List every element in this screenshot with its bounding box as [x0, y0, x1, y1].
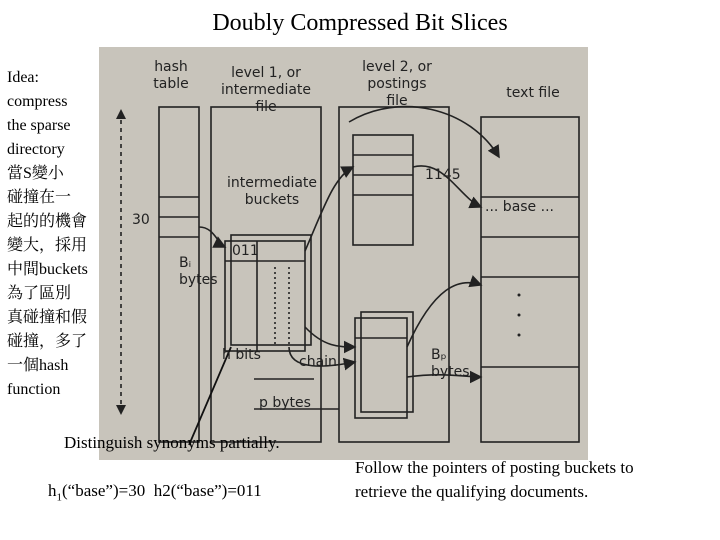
idea-line: 起的的機會: [7, 213, 88, 230]
label-h-bits: h bits: [222, 347, 261, 363]
idea-line: 變大，採用: [7, 237, 88, 254]
label-p-bytes: p bytes: [259, 395, 311, 411]
idea-line: the sparse: [7, 117, 71, 134]
bi-bytes-label: Bᵢ bytes: [179, 255, 218, 288]
label-intermediate-buckets: [217, 175, 327, 209]
intermediate-buckets-label: intermediate buckets: [226, 175, 318, 208]
idea-line: 碰撞，多了: [7, 333, 88, 350]
formula-h1-prefix: h: [48, 481, 57, 500]
label-level2: [347, 59, 447, 110]
label-bits-011: 011: [232, 243, 259, 259]
hash-formula: [48, 481, 262, 503]
idea-line: 一個hash: [7, 357, 69, 374]
label-hash-table: [151, 59, 191, 93]
slide-title: Doubly Compressed Bit Slices: [212, 10, 508, 36]
idea-line: 為了區別: [7, 285, 72, 302]
formula-h2: h2(“base”)=011: [153, 481, 262, 500]
idea-line: 當S變小: [7, 165, 64, 182]
posting-bucket-top: [353, 135, 413, 245]
idea-line: 碰撞在一: [7, 189, 72, 206]
follow-pointers-text: Follow the pointers of posting buckets to retrieve the qualifying documents.: [355, 458, 634, 501]
idea-line: function: [7, 381, 61, 398]
hash-table-label: hash table: [153, 59, 189, 92]
idea-text: [7, 66, 107, 402]
label-chain: chain: [299, 354, 337, 370]
scanned-diagram: [99, 47, 588, 460]
label-1145: 1145: [425, 167, 461, 183]
label-base-entry: ... base ...: [485, 199, 554, 215]
label-bp-bytes: [431, 347, 470, 381]
idea-line: 中間buckets: [7, 261, 88, 278]
bp-bytes-label: Bₚ bytes: [431, 347, 470, 380]
label-value-30: 30: [132, 212, 150, 228]
level2-label: level 2, or postings file: [362, 59, 432, 109]
level1-label: level 1, or intermediate file: [220, 65, 312, 115]
idea-line: directory: [7, 141, 65, 158]
text-file-box: [481, 117, 579, 442]
label-bi-bytes: [179, 255, 218, 289]
synonyms-caption: Distinguish synonyms partially.: [64, 433, 280, 452]
idea-line: 真碰撞和假: [7, 309, 88, 326]
label-text-file: text file: [506, 85, 560, 101]
posting-bucket-bottom: [361, 312, 413, 412]
label-level1: [211, 65, 321, 116]
formula-h1-rest: (“base”)=30: [62, 481, 146, 500]
idea-line: Idea:: [7, 69, 39, 86]
formula-h1-sub: 1: [56, 491, 62, 504]
diagram-drawing: [99, 47, 588, 460]
idea-line: compress: [7, 93, 68, 110]
